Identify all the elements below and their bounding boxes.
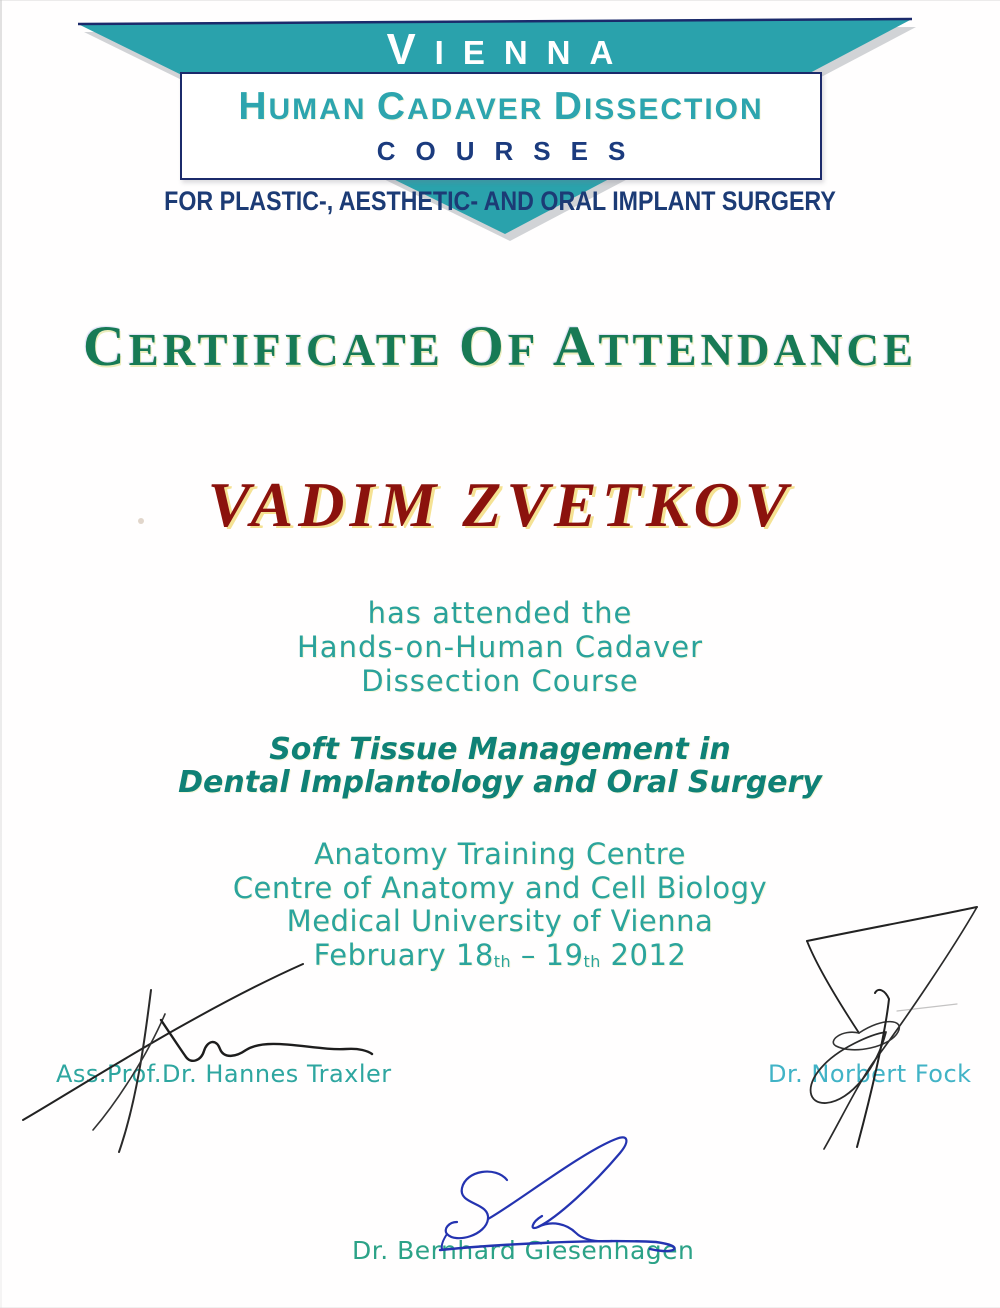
date-part: – 19 <box>511 937 584 972</box>
banner-city: VIENNA <box>386 26 633 74</box>
signature-ink-left <box>15 950 390 1165</box>
course-title: HUMAN CADAVER DISSECTION <box>238 85 764 128</box>
signature-ink-right <box>745 895 1000 1155</box>
signatory-right-name: Dr. Norbert Fock <box>768 1060 972 1088</box>
banner-tagline: FOR PLASTIC-, AESTHETIC- AND ORAL IMPLANT SURGERY <box>164 186 836 216</box>
venue-line: Medical University of Vienna <box>286 904 714 938</box>
course-name-line: Dental Implantology and Oral Surgery <box>178 765 822 800</box>
certificate-title: CERTIFICATE OF ATTENDANCE <box>82 315 918 378</box>
recipient-name: VADIM ZVETKOV <box>207 469 793 540</box>
date-ordinal: th <box>583 952 601 972</box>
date-part: 2012 <box>600 937 687 972</box>
venue-line: Anatomy Training Centre <box>314 837 686 871</box>
date-part: February 18 <box>313 937 494 972</box>
signature-ink-bottom <box>350 1128 690 1278</box>
signatory-left-name: Ass.Prof.Dr. Hannes Traxler <box>56 1060 392 1088</box>
date-ordinal: th <box>493 952 512 972</box>
course-title-box <box>180 72 822 180</box>
course-name <box>0 733 1000 799</box>
signatory-bottom-name: Dr. Bernhard Giesenhagen <box>352 1236 695 1265</box>
attendance-line: Hands-on-Human Cadaver <box>297 630 703 664</box>
attendance-line: Dissection Course <box>361 664 639 698</box>
course-word-courses: COURSES <box>376 136 646 166</box>
venue-line: Centre of Anatomy and Cell Biology <box>232 870 768 905</box>
course-name-line: Soft Tissue Management in <box>269 732 731 767</box>
attendance-line: has attended the <box>367 596 633 630</box>
attendance-text <box>0 596 1000 698</box>
